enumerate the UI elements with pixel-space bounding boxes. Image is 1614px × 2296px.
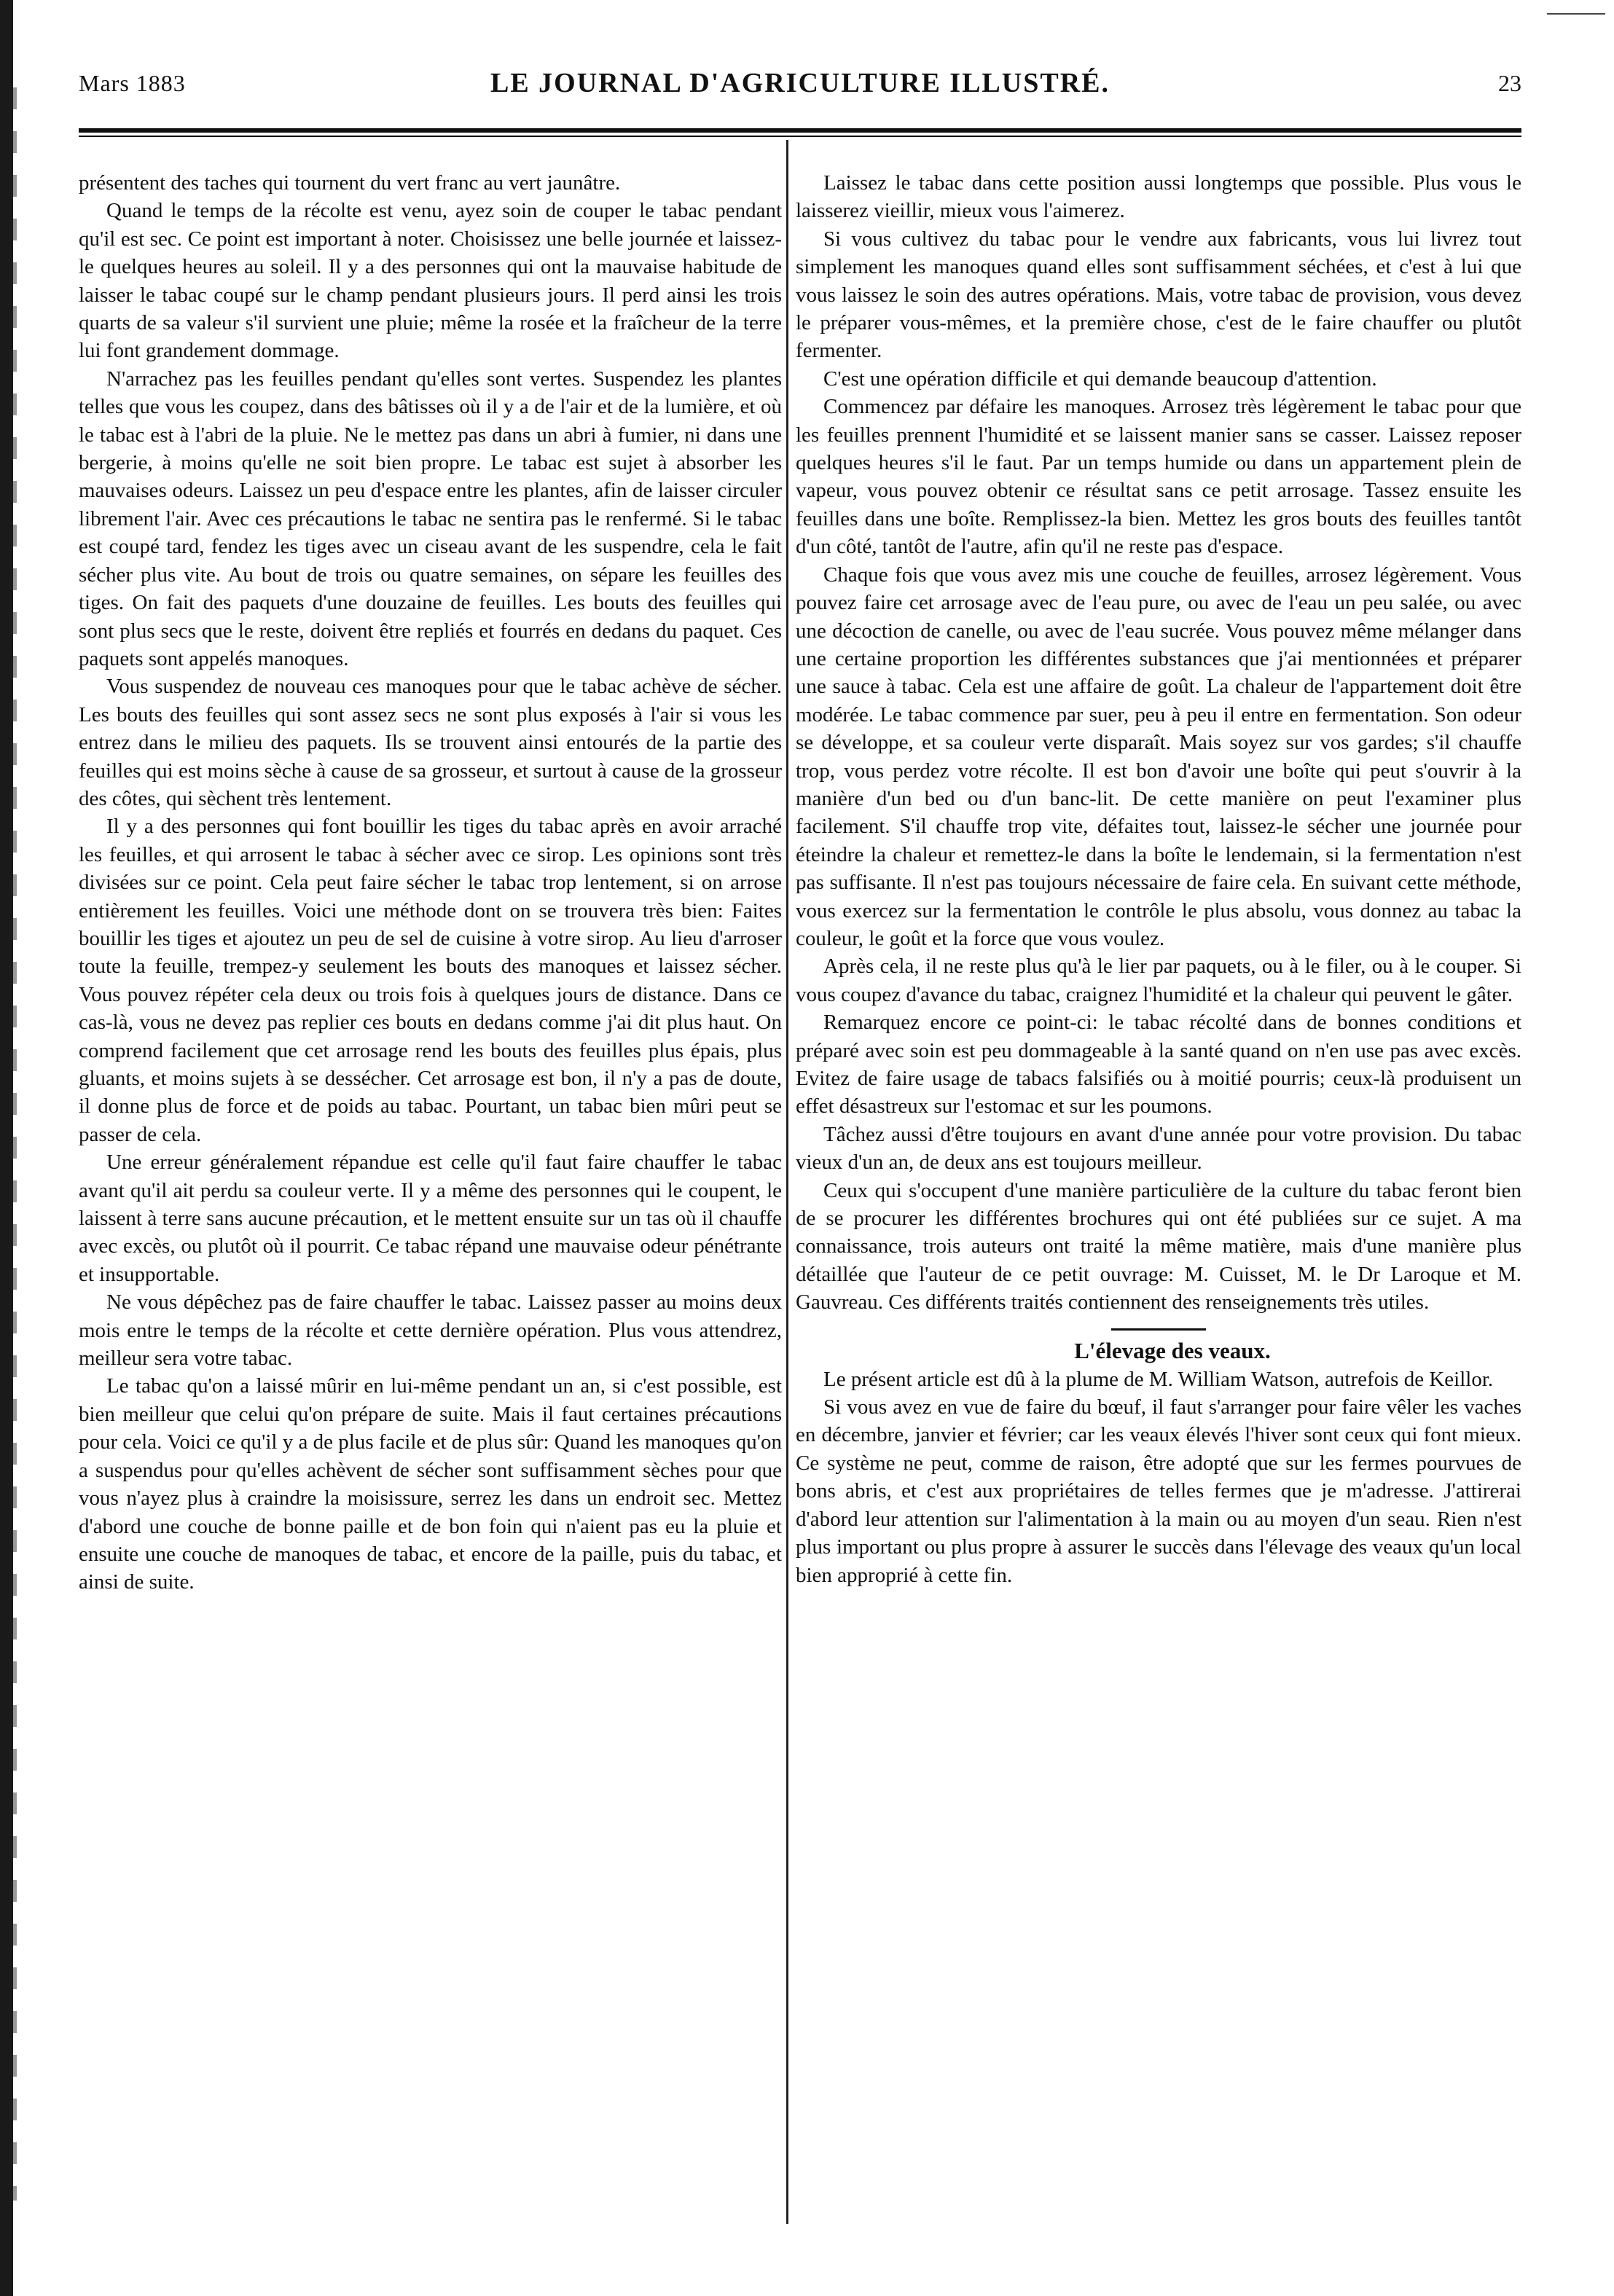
paragraph: Si vous avez en vue de faire du bœuf, il faut s'arranger pour faire vêler les vaches en décembre, janvier et février; car les veaux élevés l'hiver sont ceux qui font mieux. Ce système ne peut, comme de raison, être adopté que sur les fermes pourvues de bons abris, et c'est aux propriétaires de telles fermes que je m'adresse. J'attirerai d'abord leur attention sur l'alimentation à la main ou au moyen d'un seau. Rien n'est plus important ou plus propre à assurer le succès dans l'élevage des veaux qu'un local bien approprié à cette fin. xyxy=(796,1395,1521,1587)
paragraph: Laissez le tabac dans cette position aussi longtemps que possible. Plus vous le laisserez vieillir, mieux vous l'aimerez. xyxy=(796,171,1521,223)
paragraph: Chaque fois que vous avez mis une couche de feuilles, arrosez légèrement. Vous pouvez faire cet arrosage avec de l'eau pure, ou avec de l'eau un peu salée, ou avec une décoction de canelle, ou avec de l'eau sucrée. Vous pouvez même mélanger dans une certaine proportion les différentes substances que j'ai mentionnées et préparer une sauce à tabac. Cela est une affaire de goût. La chaleur de l'appartement doit être modérée. Le tabac commence par suer, peu à peu il entre en fermentation. Son odeur se développe, et sa couleur verte disparaît. Mais soyez sur vos gardes; s'il chauffe trop, vous perdez votre récolte. Il est bon d'avoir une boîte qui peut s'ouvrir à la manière d'un bed ou d'un banc-lit. De cette manière on peut l'examiner plus facilement. S'il chauffe trop vite, défaites tout, laissez-le sécher une journée pour éteindre la chaleur et remettez-le dans la boîte le lendemain, si la fermentation n'est pas suffisante. Il n'est pas toujours nécessaire de faire cela. En suivant cette méthode, vous exercez sur la fermentation le contrôle le plus absolu, vous donnez au tabac la couleur, le goût et la force que vous voulez. xyxy=(796,563,1521,950)
paragraph: Ceux qui s'occupent d'une manière particulière de la culture du tabac feront bien de se procurer les différentes brochures qui ont été publiées sur ce sujet. A ma connaissance, trois auteurs ont traité la même matière, mais d'une manière plus détaillée que l'auteur de ce petit ouvrage: M. Cuisset, M. le Dr Laroque et M. Gauvreau. Ces différents traités contiennent des renseignements très utiles. xyxy=(796,1178,1521,1314)
paragraph: Remarquez encore ce point-ci: le tabac récolté dans de bonnes conditions et préparé avec soin est peu dommageable à la santé quand on n'en use pas avec excès. Evitez de faire usage de tabacs falsifiés ou à moitié pourris; ceux-là produisent un effet désastreux sur l'estomac et sur les poumons. xyxy=(796,1011,1521,1118)
journal-title: LE JOURNAL D'AGRICULTURE ILLUSTRÉ. xyxy=(490,68,1110,98)
page-number: 23 xyxy=(1498,70,1521,96)
binding-shadow xyxy=(13,87,17,2201)
section-separator xyxy=(1111,1328,1206,1331)
paragraph: Il y a des personnes qui font bouillir les tiges du tabac après en avoir arraché les feuilles, et qui arrosent le tabac à sécher avec ce sirop. Les opinions sont très divisées sur ce point. Cela peut faire sécher le tabac trop lentement, si on arrose entièrement les feuilles. Voici une méthode dont on se trouvera très bien: Faites bouillir les tiges et ajoutez un peu de sel de cuisine à votre sirop. Au lieu d'arroser toute la feuille, trempez-y seulement les bouts des manoques et laissez sécher. Vous pouvez répéter cela deux ou trois fois à quelques jours de distance. Dans ce cas-là, vous ne devez pas replier ces bouts en dedans comme j'ai dit plus haut. On comprend facilement que cet arrosage rend les bouts des feuilles plus épais, plus gluants, et moins sujets à se dessécher. Cet arrosage est bon, il n'y a pas de doute, il donne plus de force et de poids au tabac. Pourtant, un tabac bien mûri peut se passer de cela. xyxy=(79,815,782,1146)
paragraph: Une erreur généralement répandue est celle qu'il faut faire chauffer le tabac avant qu'il ait perdu sa couleur verte. Il y a même des personnes qui le coupent, le laissent à terre sans aucune précaution, et le mettent ensuite sur un tas où il chauffe avec excès, ou plutôt où il pourrit. Ce tabac répand une mauvaise odeur pénétrante et insupportable. xyxy=(79,1151,782,1286)
header-rule-thick xyxy=(79,128,1521,133)
paragraph: Le présent article est dû à la plume de M. William Watson, autrefois de Keillor. xyxy=(823,1367,1494,1391)
issue-date: Mars 1883 xyxy=(79,70,186,96)
paragraph: C'est une opération difficile et qui demande beaucoup d'attention. xyxy=(823,367,1377,391)
corner-mark xyxy=(1547,0,1605,15)
binding-edge xyxy=(0,0,13,2296)
paragraph: Tâchez aussi d'être toujours en avant d'une année pour votre provision. Du tabac vieux d'un an, de deux ans est toujours meilleur. xyxy=(796,1122,1521,1175)
header-rule-thin xyxy=(79,136,1521,137)
paragraph: Vous suspendez de nouveau ces manoques pour que le tabac achève de sécher. Les bouts des feuilles qui sont assez secs ne sont plus exposés à l'air si vous les entrez dans le milieu des paquets. Ils se trouvent ainsi entourés de la partie des feuilles qui est moins sèche à cause de sa grosseur, et surtout à cause de la grosseur des côtes, qui sèchent très lentement. xyxy=(79,675,782,810)
column-divider xyxy=(786,140,788,2224)
page-header xyxy=(79,67,1521,111)
section-title: L'élevage des veaux. xyxy=(1074,1337,1271,1363)
left-column xyxy=(79,169,782,2268)
paragraph: Quand le temps de la récolte est venu, ayez soin de couper le tabac pendant qu'il est sec. Ce point est important à noter. Choisissez une belle journée et laissez-le quelques heures au soleil. Il y a des personnes qui ont la mauvaise habitude de laisser le tabac coupé sur le champ pendant plusieurs jours. Il perd ainsi les trois quarts de sa valeur s'il survient une pluie; même la rosée et la fraîcheur de la terre lui font grandement dommage. xyxy=(79,199,782,363)
paragraph: présentent des taches qui tournent du vert franc au vert jaunâtre. xyxy=(79,171,621,195)
paragraph: Commencez par défaire les manoques. Arrosez très légèrement le tabac pour que les feuilles prennent l'humidité et se laissent manier sans se casser. Laissez reposer quelques heures s'il le faut. Par un temps humide ou dans un appartement plein de vapeur, vous pouvez obtenir ce résultat sans ce petit arrosage. Tassez ensuite les feuilles dans une boîte. Remplissez-la bien. Mettez les gros bouts des feuilles tantôt d'un côté, tantôt de l'autre, afin qu'il ne reste pas d'espace. xyxy=(796,395,1521,559)
paragraph: Ne vous dépêchez pas de faire chauffer le tabac. Laissez passer au moins deux mois entre le temps de la récolte et cette dernière opération. Plus vous attendrez, meilleur sera votre tabac. xyxy=(79,1290,782,1371)
paragraph: Après cela, il ne reste plus qu'à le lier par paquets, ou à le filer, ou à le couper. Si vous coupez d'avance du tabac, craignez l'humidité et la chaleur qui peuvent le gâter. xyxy=(796,955,1521,1006)
paragraph: Si vous cultivez du tabac pour le vendre aux fabricants, vous lui livrez tout simplement les manoques quand elles sont suffisamment séchées, et c'est à lui que vous laissez le soin des autres opérations. Mais, votre tabac de provision, vous devez le préparer vous-mêmes, et la première chose, c'est de le faire chauffer ou plutôt fermenter. xyxy=(796,227,1521,363)
right-column xyxy=(796,169,1521,2268)
paragraph: N'arrachez pas les feuilles pendant qu'elles sont vertes. Suspendez les plantes telles que vous les coupez, dans des bâtisses où il y a de l'air et de la lumière, et où le tabac est à l'abri de la pluie. Ne le mettez pas dans un abri à fumier, ni dans une bergerie, à moins qu'elle ne soit bien propre. Le tabac est sujet à absorber les mauvaises odeurs. Laissez un peu d'espace entre les plantes, afin de laisser circuler librement l'air. Avec ces précautions le tabac ne sentira pas le renfermé. Si le tabac est coupé tard, fendez les tiges avec un ciseau avant de les suspendre, cela le fait sécher plus vite. Au bout de trois ou quatre semaines, on sépare les feuilles des tiges. On fait des paquets d'une douzaine de feuilles. Les bouts des feuilles qui sont plus secs que le reste, doivent être repliés et fourrés en dedans du paquet. Ces paquets sont appelés manoques. xyxy=(79,367,782,670)
paragraph: Le tabac qu'on a laissé mûrir en lui-même pendant un an, si c'est possible, est bien meilleur que celui qu'on prépare de suite. Mais il faut certaines précautions pour cela. Voici ce qu'il y a de plus facile et de plus sûr: Quand les manoques qu'on a suspendus pour qu'elles achèvent de sécher sont suffisamment sèches pour que vous n'ayez plus à craindre la moisissure, serrez les dans un endroit sec. Mettez d'abord une couche de bonne paille et de bon foin qui n'aient pas eu la pluie et ensuite une couche de manoques de tabac, et encore de la paille, puis du tabac, et ainsi de suite. xyxy=(79,1374,782,1594)
